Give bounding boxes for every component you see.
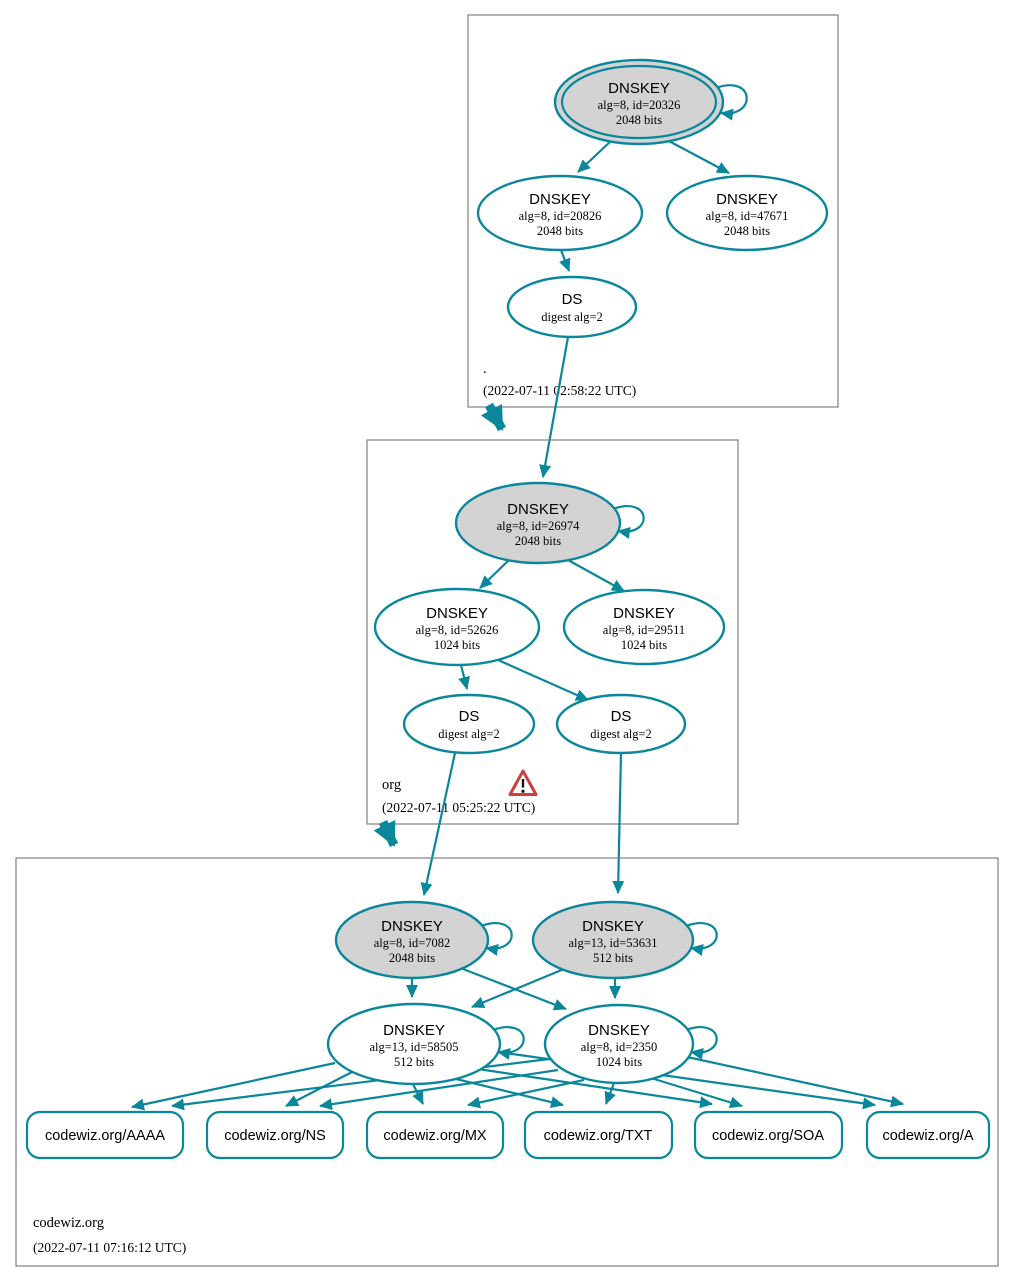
node-cw-zsk1[interactable] [328, 1004, 500, 1084]
node-org-ds1-detail: digest alg=2 [438, 727, 500, 741]
node-org-zsk2-bits: 1024 bits [620, 638, 668, 652]
zone-org-timestamp: (2022-07-11 05:25:22 UTC) [382, 800, 536, 815]
node-root-zsk1-bits: 2048 bits [536, 224, 584, 238]
node-cw-zsk1-title: DNSKEY [383, 1022, 445, 1039]
node-org-zsk1-title: DNSKEY [426, 605, 488, 622]
node-org-zsk1-bits: 1024 bits [433, 638, 481, 652]
node-root-ksk-bits: 2048 bits [615, 113, 663, 127]
node-cw-ksk1-detail: alg=8, id=7082 [373, 936, 451, 950]
node-org-ds2-title: DS [610, 708, 632, 725]
rrset-mx[interactable] [367, 1112, 503, 1158]
node-cw-zsk2-bits: 1024 bits [595, 1055, 643, 1069]
rrset-a-label: codewiz.org/A [882, 1128, 974, 1144]
node-root-zsk2-title: DNSKEY [716, 191, 778, 208]
rrset-ns-label: codewiz.org/NS [224, 1128, 326, 1144]
node-org-ds2[interactable] [557, 695, 685, 753]
node-root-zsk2[interactable] [667, 176, 827, 250]
node-cw-ksk2-title: DNSKEY [582, 918, 644, 935]
rrset-txt-label: codewiz.org/TXT [543, 1128, 653, 1144]
warning-exclamation-dot [521, 790, 524, 793]
node-cw-zsk2-title: DNSKEY [588, 1022, 650, 1039]
node-root-ds-detail: digest alg=2 [541, 310, 603, 324]
node-cw-ksk1-bits: 2048 bits [388, 951, 436, 965]
node-cw-ksk2-bits: 512 bits [593, 951, 633, 965]
node-cw-zsk1-detail: alg=13, id=58505 [369, 1040, 459, 1054]
node-root-zsk2-bits: 2048 bits [723, 224, 771, 238]
node-org-ksk-bits: 2048 bits [514, 534, 562, 548]
zone-codewiz-timestamp: (2022-07-11 07:16:12 UTC) [33, 1240, 187, 1255]
rrset-a[interactable] [867, 1112, 989, 1158]
node-org-zsk2[interactable] [564, 590, 724, 664]
zone-codewiz-label: codewiz.org [33, 1215, 104, 1231]
node-cw-ksk1-title: DNSKEY [381, 918, 443, 935]
node-root-zsk2-detail: alg=8, id=47671 [705, 209, 789, 223]
rrset-soa[interactable] [695, 1112, 842, 1158]
zone-root-label: . [483, 361, 487, 377]
node-cw-ksk2[interactable] [533, 902, 693, 978]
rrset-aaaa-label: codewiz.org/AAAA [44, 1128, 166, 1144]
node-org-ds1-title: DS [458, 708, 480, 725]
node-cw-zsk1-bits: 512 bits [394, 1055, 434, 1069]
rrset-soa-label: codewiz.org/SOA [711, 1128, 825, 1144]
node-org-ksk-detail: alg=8, id=26974 [496, 519, 580, 533]
node-root-ksk[interactable] [555, 60, 723, 144]
zone-org-label: org [382, 777, 402, 793]
node-org-zsk2-detail: alg=8, id=29511 [602, 623, 686, 637]
node-org-ds1[interactable] [404, 695, 534, 753]
node-root-ksk-detail: alg=8, id=20326 [597, 98, 681, 112]
node-org-zsk1-detail: alg=8, id=52626 [415, 623, 499, 637]
node-root-zsk1[interactable] [478, 176, 642, 250]
node-root-zsk1-detail: alg=8, id=20826 [518, 209, 602, 223]
node-cw-zsk2-detail: alg=8, id=2350 [580, 1040, 658, 1054]
node-org-zsk2-title: DNSKEY [613, 605, 675, 622]
node-cw-ksk1[interactable] [336, 902, 488, 978]
node-root-ds-title: DS [561, 291, 583, 308]
node-cw-zsk2[interactable] [545, 1005, 693, 1083]
node-root-zsk1-title: DNSKEY [529, 191, 591, 208]
rrset-mx-label: codewiz.org/MX [383, 1128, 487, 1144]
rrset-txt[interactable] [525, 1112, 672, 1158]
node-root-ksk-title: DNSKEY [608, 80, 670, 97]
rrset-aaaa[interactable] [27, 1112, 183, 1158]
zone-root-timestamp: (2022-07-11 02:58:22 UTC) [483, 383, 637, 398]
node-org-zsk1[interactable] [375, 589, 539, 665]
node-cw-ksk2-detail: alg=13, id=53631 [568, 936, 658, 950]
node-root-ds[interactable] [508, 277, 636, 337]
node-org-ksk-title: DNSKEY [507, 501, 569, 518]
node-org-ksk[interactable] [456, 483, 620, 563]
node-org-ds2-detail: digest alg=2 [590, 727, 652, 741]
rrset-ns[interactable] [207, 1112, 343, 1158]
